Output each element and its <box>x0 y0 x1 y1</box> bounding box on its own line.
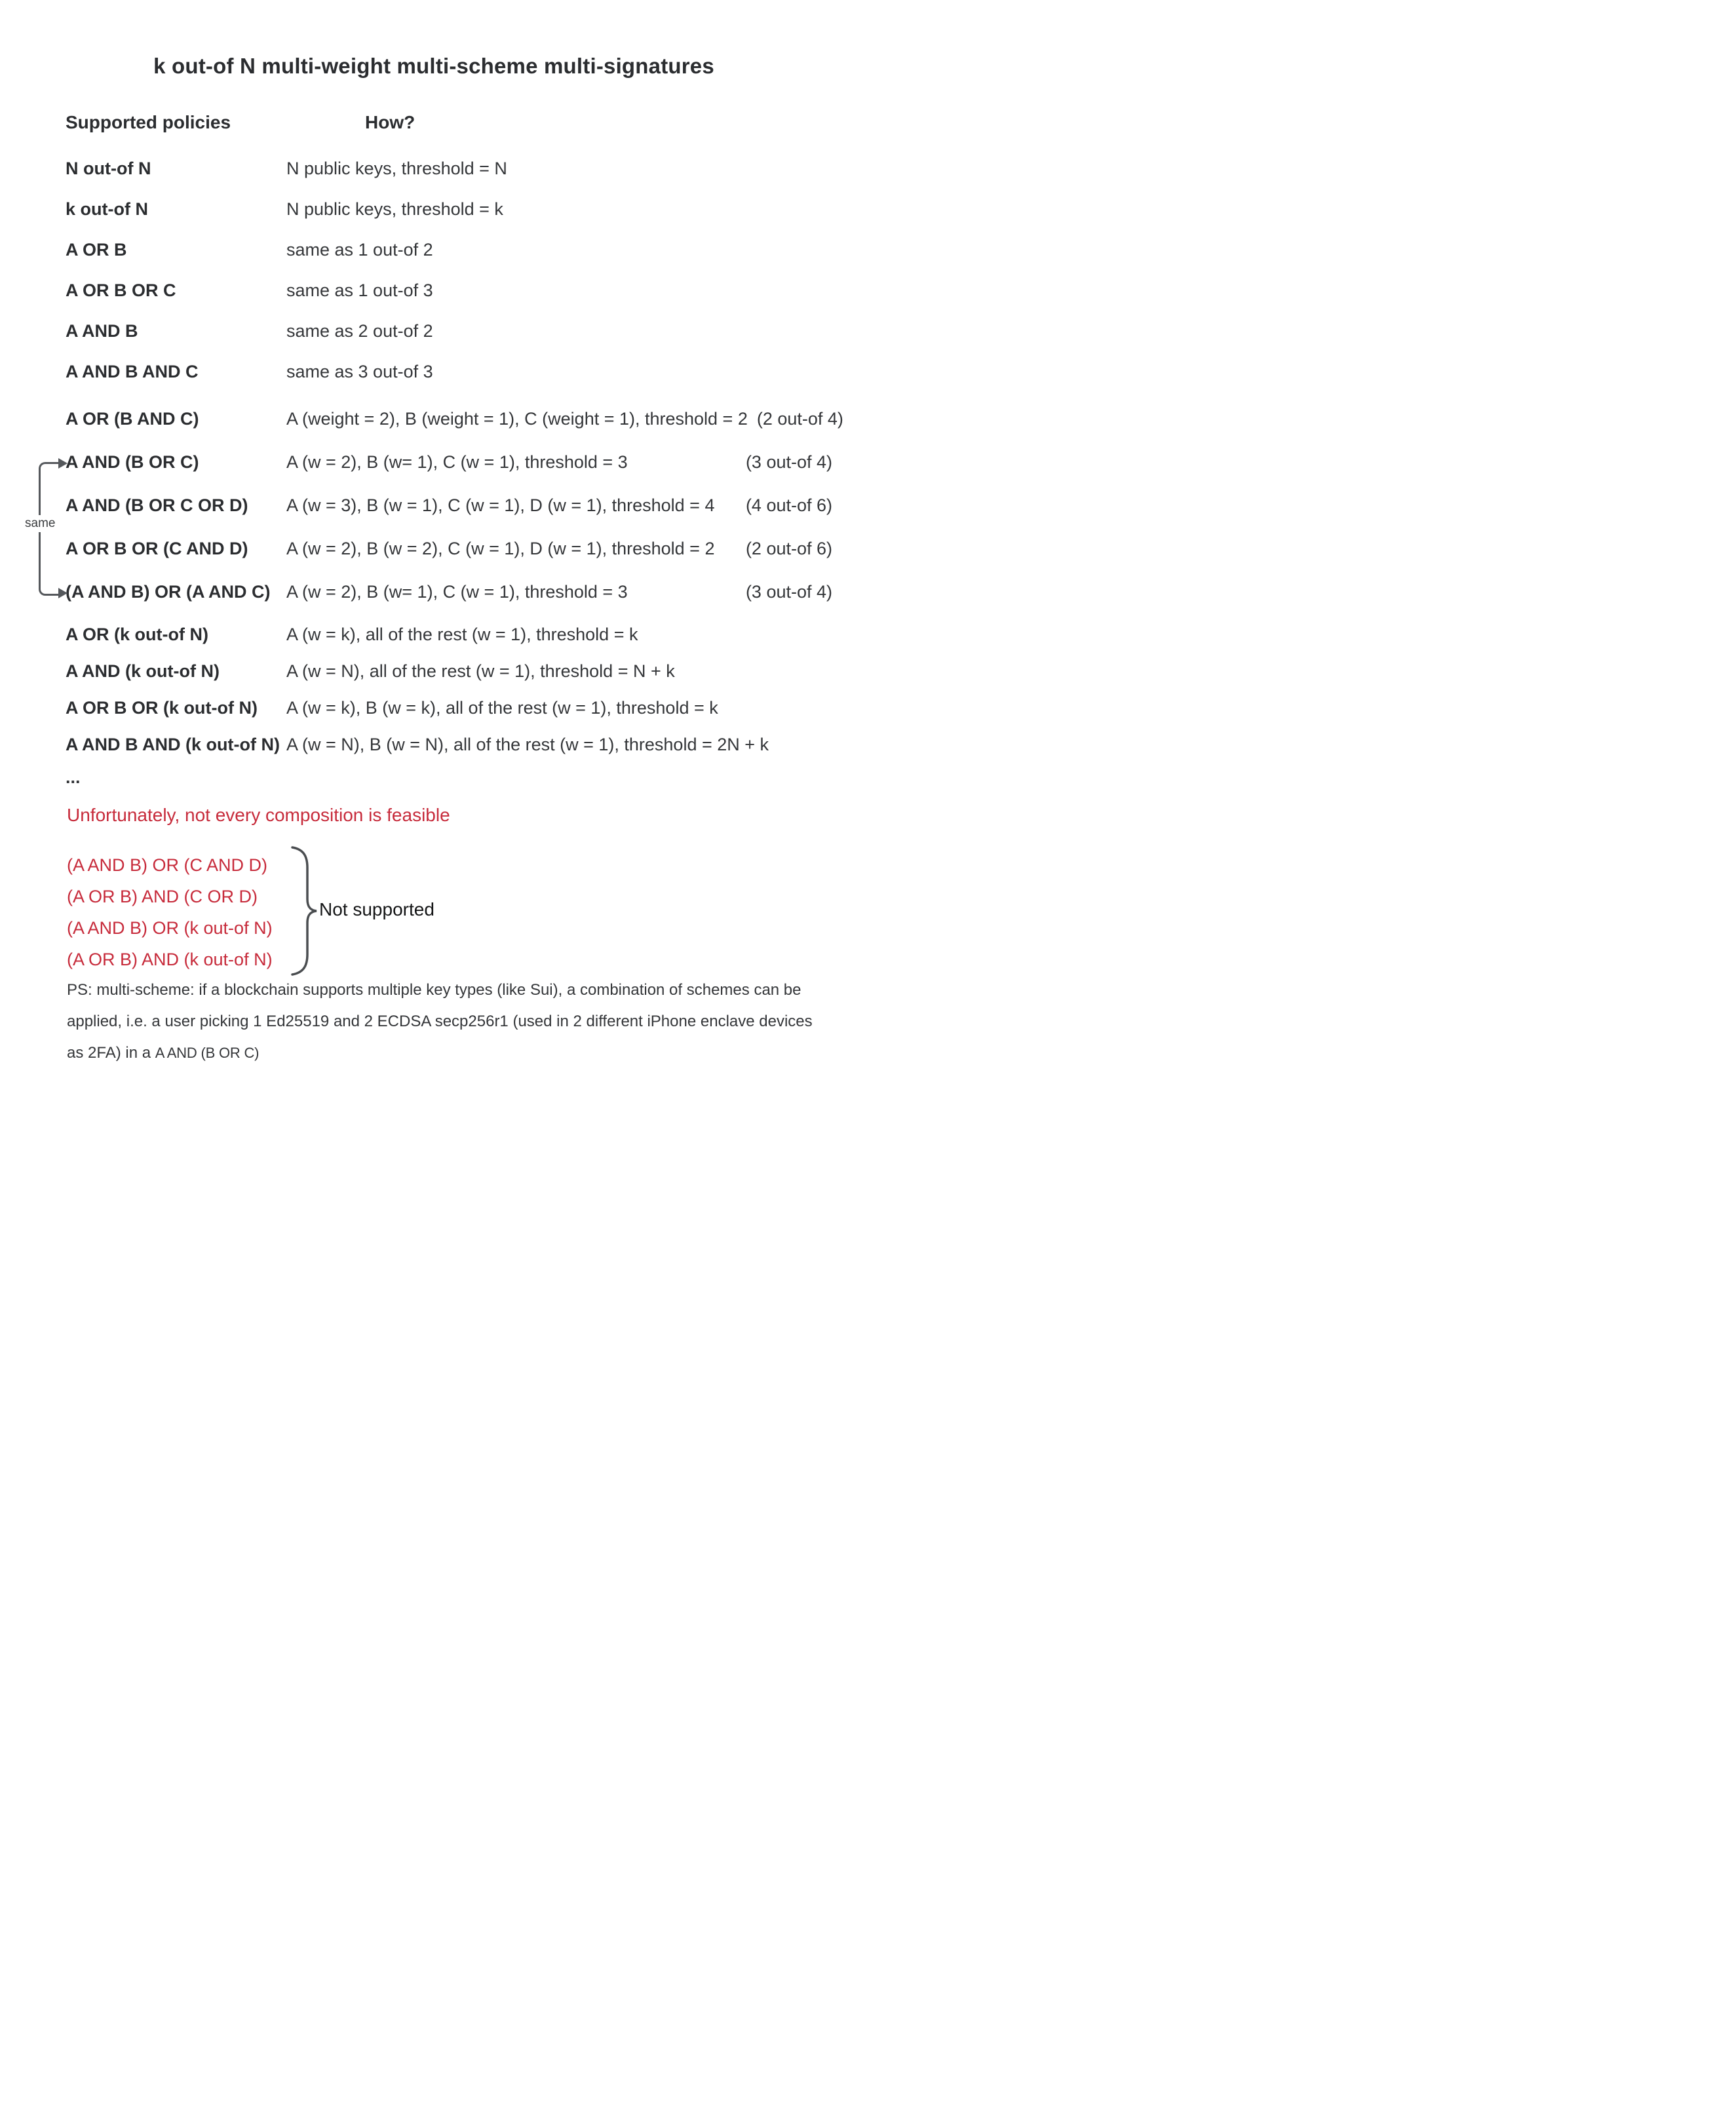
not-supported-label: Not supported <box>319 899 434 919</box>
table-row <box>66 570 832 613</box>
table-row <box>66 616 832 653</box>
slide-page <box>0 0 868 1063</box>
how-text: A (weight = 2), B (weight = 1), C (weight = 1), threshold = 2 <box>286 408 748 429</box>
column-header-policies: Supported policies <box>66 112 231 132</box>
how-text: A (w = N), all of the rest (w = 1), threshold = N + k <box>286 661 675 681</box>
table-row <box>66 726 832 763</box>
outof-equivalent: (2 out-of 6) <box>745 538 832 558</box>
column-header-how: How? <box>365 112 415 132</box>
page-title: k out-of N multi-weight multi-scheme multi-signatures <box>153 54 714 78</box>
ps-line: PS: multi-scheme: if a blockchain supports multiple key types (like Sui), a combination of schemes can be <box>67 981 801 999</box>
table-row <box>66 270 832 311</box>
how-text: N public keys, threshold = N <box>286 158 507 178</box>
how-text: A (w = 2), B (w = 2), C (w = 1), D (w = 1), threshold = 2 <box>286 538 715 558</box>
policy-label: A AND (B OR C OR D) <box>66 495 248 515</box>
policy-label: A AND (B OR C) <box>66 452 199 472</box>
curly-brace-icon <box>290 845 318 976</box>
policy-label: A OR B OR C <box>66 280 176 300</box>
table-row <box>66 484 832 527</box>
outof-equivalent: (3 out-of 4) <box>745 581 832 602</box>
policy-label: A OR B <box>66 239 127 260</box>
table-row <box>66 311 832 351</box>
outof-equivalent: (4 out-of 6) <box>745 495 832 515</box>
how-text: N public keys, threshold = k <box>286 199 503 219</box>
outof-equivalent: (3 out-of 4) <box>745 452 832 472</box>
table-row <box>66 189 832 229</box>
infeasible-list <box>67 849 273 975</box>
table-row <box>66 440 832 484</box>
table-row <box>66 527 832 570</box>
table-row <box>66 148 832 189</box>
ps-line: applied, i.e. a user picking 1 Ed25519 and 2 ECDSA secp256r1 (used in 2 different iPhone enclave devices <box>67 1013 813 1030</box>
how-text: same as 1 out-of 2 <box>286 239 433 260</box>
policy-label: A OR B OR (k out-of N) <box>66 697 258 718</box>
table-row <box>66 653 832 689</box>
table-row <box>66 689 832 726</box>
policy-label: A OR B OR (C AND D) <box>66 538 248 558</box>
policy-label: A AND B AND (k out-of N) <box>66 734 280 754</box>
how-text: A (w = 2), B (w= 1), C (w = 1), threshold = 3 <box>286 452 628 472</box>
ps-line-text: as 2FA) in a <box>67 1044 155 1062</box>
policy-label: A OR (B AND C) <box>66 408 199 429</box>
policy-label: A AND B AND C <box>66 361 199 381</box>
how-text: A (w = N), B (w = N), all of the rest (w = 1), threshold = 2N + k <box>286 734 769 754</box>
how-text: same as 3 out-of 3 <box>286 361 433 381</box>
infeasible-item: (A AND B) OR (C AND D) <box>67 855 268 875</box>
how-text: A (w = 3), B (w = 1), C (w = 1), D (w = 1), threshold = 4 <box>286 495 715 515</box>
table-ellipsis: ... <box>66 767 81 787</box>
policy-label: A OR (k out-of N) <box>66 624 208 644</box>
outof-equivalent: (2 out-of 4) <box>756 408 843 429</box>
table-row <box>66 229 832 270</box>
policy-table <box>66 111 843 792</box>
policy-label: (A AND B) OR (A AND C) <box>66 581 271 602</box>
how-text: A (w = k), all of the rest (w = 1), threshold = k <box>286 624 638 644</box>
table-header-row <box>66 111 832 134</box>
how-text: A (w = k), B (w = k), all of the rest (w = 1), threshold = k <box>286 697 718 718</box>
arrow-right-icon <box>58 458 68 469</box>
how-text: A (w = 2), B (w= 1), C (w = 1), threshold = 3 <box>286 581 628 602</box>
how-text: same as 1 out-of 3 <box>286 280 433 300</box>
infeasible-item: (A OR B) AND (C OR D) <box>67 886 258 906</box>
infeasible-item: (A OR B) AND (k out-of N) <box>67 949 273 969</box>
ps-line <box>67 1037 813 1063</box>
policy-label: N out-of N <box>66 158 151 178</box>
how-text: same as 2 out-of 2 <box>286 320 433 341</box>
policy-label: k out-of N <box>66 199 148 219</box>
table-row <box>66 351 832 392</box>
infeasible-heading: Unfortunately, not every composition is feasible <box>67 805 450 825</box>
same-label: same <box>22 515 58 532</box>
policy-label: A AND (k out-of N) <box>66 661 220 681</box>
arrow-right-icon <box>58 588 68 598</box>
ps-formula: A AND (B OR C) <box>155 1045 260 1061</box>
ps-paragraph <box>67 975 813 1063</box>
policy-label: A AND B <box>66 320 138 341</box>
table-row <box>66 397 843 440</box>
infeasible-item: (A AND B) OR (k out-of N) <box>67 918 273 938</box>
